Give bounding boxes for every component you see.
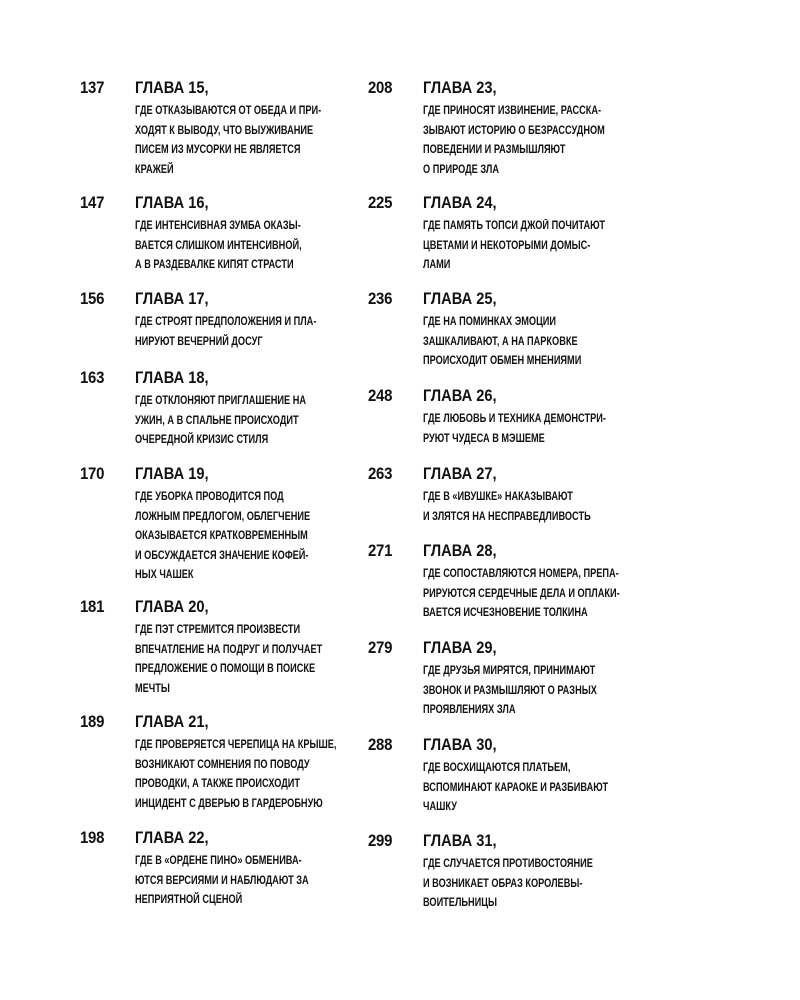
description-line: ВПЕЧАТЛЕНИЕ НА ПОДРУГ И ПОЛУЧАЕТ <box>135 643 323 656</box>
chapter-description <box>135 852 309 911</box>
description-line: МЕЧТЫ <box>135 682 170 695</box>
chapter-title: ГЛАВА 21, <box>135 712 209 731</box>
page-number: 198 <box>80 828 105 847</box>
description-line: ГДЕ ОТКЛОНЯЮТ ПРИГЛАШЕНИЕ НА <box>135 395 306 407</box>
description-line: ГДЕ ОТКАЗЫВАЮТСЯ ОТ ОБЕДА И ПРИ- <box>135 105 322 117</box>
description-line: ГДЕ ПАМЯТЬ ТОПСИ ДЖОЙ ПОЧИТАЮТ <box>423 220 606 232</box>
description-line: И ОБСУЖДАЕТСЯ ЗНАЧЕНИЕ КОФЕЙ- <box>135 549 309 562</box>
description-line: ГДЕ ПРИНОСЯТ ИЗВИНЕНИЕ, РАССКА- <box>423 105 602 117</box>
chapter-title: ГЛАВА 18, <box>135 368 209 387</box>
description-line: ЧАШКУ <box>423 801 457 813</box>
description-line: ГДЕ СТРОЯТ ПРЕДПОЛОЖЕНИЯ И ПЛА- <box>135 316 317 328</box>
description-line: ГДЕ В «ОРДЕНЕ ПИНО» ОБМЕНИВА- <box>135 855 302 867</box>
page-number: 263 <box>368 464 393 483</box>
page-number: 271 <box>368 541 393 560</box>
description-line: ЛОЖНЫМ ПРЕДЛОГОМ, ОБЛЕГЧЕНИЕ <box>135 510 311 523</box>
description-line: ЗАШКАЛИВАЮТ, А НА ПАРКОВКЕ <box>423 335 578 348</box>
chapter-title: ГЛАВА 30, <box>423 735 497 754</box>
description-line: ГДЕ В «ИВУШКЕ» НАКАЗЫВАЮТ <box>423 491 573 503</box>
page-number: 236 <box>368 289 393 308</box>
chapter-title: ГЛАВА 22, <box>135 828 209 847</box>
chapter-title: ГЛАВА 17, <box>135 289 209 308</box>
chapter-description <box>423 855 593 914</box>
chapter-description <box>135 102 321 180</box>
description-line: ГДЕ ВОСХИЩАЮТСЯ ПЛАТЬЕМ, <box>423 762 571 774</box>
description-line: УЖИН, А В СПАЛЬНЕ ПРОИСХОДИТ <box>135 414 299 427</box>
description-line: НЫХ ЧАШЕК <box>135 569 194 581</box>
chapter-description <box>135 621 322 699</box>
description-line: ПРОИСХОДИТ ОБМЕН МНЕНИЯМИ <box>423 355 582 367</box>
description-line: РИРУЮТСЯ СЕРДЕЧНЫЕ ДЕЛА И ОПЛАКИ- <box>423 587 620 600</box>
description-line: ГДЕ ПЭТ СТРЕМИТСЯ ПРОИЗВЕСТИ <box>135 624 301 636</box>
chapter-title: ГЛАВА 29, <box>423 638 497 657</box>
page-number: 279 <box>368 638 393 657</box>
chapter-title: ГЛАВА 31, <box>423 831 497 850</box>
page-number: 189 <box>80 712 105 731</box>
description-line: ЮТСЯ ВЕРСИЯМИ И НАБЛЮДАЮТ ЗА <box>135 874 309 887</box>
description-line: ЛАМИ <box>423 259 451 271</box>
description-line: РУЮТ ЧУДЕСА В МЭШЕМЕ <box>423 432 545 445</box>
description-line: НЕПРИЯТНОЙ СЦЕНОЙ <box>135 894 243 906</box>
page-number: 170 <box>80 464 105 483</box>
description-line: ГДЕ ПРОВЕРЯЕТСЯ ЧЕРЕПИЦА НА КРЫШЕ, <box>135 739 337 751</box>
chapter-description <box>135 217 302 276</box>
description-line: ГДЕ ИНТЕНСИВНАЯ ЗУМБА ОКАЗЫ- <box>135 220 301 232</box>
page-number: 181 <box>80 597 105 616</box>
description-line: ГДЕ СЛУЧАЕТСЯ ПРОТИВОСТОЯНИЕ <box>423 858 593 870</box>
description-line: ПОВЕДЕНИИ И РАЗМЫШЛЯЮТ <box>423 144 566 156</box>
chapter-title: ГЛАВА 16, <box>135 193 209 212</box>
page-number: 288 <box>368 735 393 754</box>
description-line: ХОДЯТ К ВЫВОДУ, ЧТО ВЫУЖИВАНИЕ <box>135 124 314 137</box>
description-line: ИНЦИДЕНТ С ДВЕРЬЮ В ГАРДЕРОБНУЮ <box>135 797 323 810</box>
description-line: ВОИТЕЛЬНИЦЫ <box>423 897 497 909</box>
description-line: ГДЕ УБОРКА ПРОВОДИТСЯ ПОД <box>135 491 284 503</box>
chapter-description <box>423 410 606 449</box>
chapter-description <box>135 488 310 586</box>
description-line: НИРУЮТ ВЕЧЕРНИЙ ДОСУГ <box>135 335 263 348</box>
description-line: ПРОЯВЛЕНИЯХ ЗЛА <box>423 704 516 716</box>
chapter-description <box>135 392 306 451</box>
chapter-title: ГЛАВА 19, <box>135 464 209 483</box>
description-line: ВОЗНИКАЮТ СОМНЕНИЯ ПО ПОВОДУ <box>135 758 310 771</box>
chapter-description <box>135 736 336 814</box>
description-line: ПИСЕМ ИЗ МУСОРКИ НЕ ЯВЛЯЕТСЯ <box>135 144 301 156</box>
description-line: ГДЕ ЛЮБОВЬ И ТЕХНИКА ДЕМОНСТРИ- <box>423 413 606 425</box>
description-line: КРАЖЕЙ <box>135 163 174 176</box>
chapter-title: ГЛАВА 23, <box>423 78 497 97</box>
chapter-title: ГЛАВА 25, <box>423 289 497 308</box>
page-number: 137 <box>80 78 105 97</box>
description-line: ГДЕ НА ПОМИНКАХ ЭМОЦИИ <box>423 316 557 328</box>
chapter-title: ГЛАВА 20, <box>135 597 209 616</box>
page-number: 248 <box>368 386 393 405</box>
chapter-title: ГЛАВА 27, <box>423 464 497 483</box>
description-line: А В РАЗДЕВАЛКЕ КИПЯТ СТРАСТИ <box>135 259 294 271</box>
chapter-title: ГЛАВА 15, <box>135 78 209 97</box>
description-line: ПРОВОДКИ, А ТАКЖЕ ПРОИСХОДИТ <box>135 778 301 790</box>
description-line: ГДЕ ДРУЗЬЯ МИРЯТСЯ, ПРИНИМАЮТ <box>423 665 596 677</box>
page-number: 208 <box>368 78 393 97</box>
chapter-description <box>423 217 605 276</box>
chapter-description <box>423 313 581 372</box>
page-number: 225 <box>368 193 393 212</box>
description-line: И ЗЛЯТСЯ НА НЕСПРАВЕДЛИВОСТЬ <box>423 510 591 523</box>
chapter-description <box>423 565 620 624</box>
chapter-description <box>423 488 591 527</box>
chapter-description <box>423 662 597 721</box>
chapter-title: ГЛАВА 26, <box>423 386 497 405</box>
description-line: ОКАЗЫВАЕТСЯ КРАТКОВРЕМЕННЫМ <box>135 530 308 542</box>
chapter-description <box>423 759 608 818</box>
chapter-description <box>135 313 316 352</box>
description-line: ЗЫВАЮТ ИСТОРИЮ О БЕЗРАССУДНОМ <box>423 124 605 137</box>
description-line: ВАЕТСЯ ИСЧЕЗНОВЕНИЕ ТОЛКИНА <box>423 607 588 619</box>
description-line: ВАЕТСЯ СЛИШКОМ ИНТЕНСИВНОЙ, <box>135 239 302 252</box>
chapter-description <box>423 102 605 180</box>
description-line: ЦВЕТАМИ И НЕКОТОРЫМИ ДОМЫС- <box>423 239 591 252</box>
description-line: ПРЕДЛОЖЕНИЕ О ПОМОЩИ В ПОИСКЕ <box>135 663 316 675</box>
chapter-title: ГЛАВА 24, <box>423 193 497 212</box>
description-line: ЗВОНОК И РАЗМЫШЛЯЮТ О РАЗНЫХ <box>423 684 597 697</box>
description-line: ВСПОМИНАЮТ КАРАОКЕ И РАЗБИВАЮТ <box>423 781 609 794</box>
page-number: 147 <box>80 193 105 212</box>
description-line: ГДЕ СОПОСТАВЛЯЮТСЯ НОМЕРА, ПРЕПА- <box>423 568 619 580</box>
page-number: 156 <box>80 289 105 308</box>
page-number: 163 <box>80 368 105 387</box>
description-line: О ПРИРОДЕ ЗЛА <box>423 163 500 176</box>
description-line: ОЧЕРЕДНОЙ КРИЗИС СТИЛЯ <box>135 434 269 446</box>
page-number: 299 <box>368 831 393 850</box>
description-line: И ВОЗНИКАЕТ ОБРАЗ КОРОЛЕВЫ- <box>423 877 583 890</box>
chapter-title: ГЛАВА 28, <box>423 541 497 560</box>
